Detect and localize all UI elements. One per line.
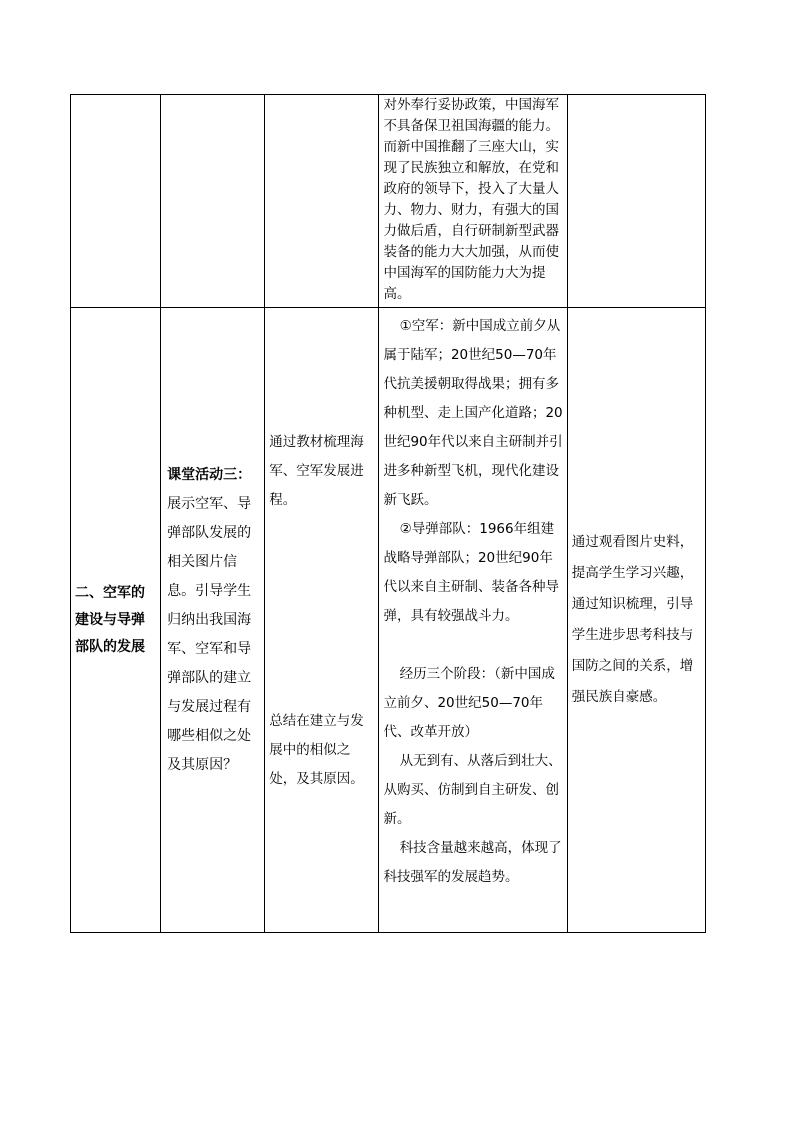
content-text: 对外奉行妥协政策，中国海军不具备保卫祖国海疆的能力。而新中国推翻了三座大山，实现了民族独立和解放，在党和政府的领导下，投入了大量人力、物力、财力，有强大的国力做后盾，自行研制新型武器装备的能力大大加强，从而使中国海军的国防能力大为提高。 xyxy=(383,97,559,302)
purpose-text: 通过观看图片史料，提高学生学习兴趣，通过知识梳理，引导学生进步思考科技与国防之间的关系，增强民族自豪感。 xyxy=(571,534,694,705)
content-paragraph: 从无到有、从落后到壮大、从购买、仿制到自主研发、创新。 xyxy=(383,753,562,827)
student-activity-text: 通过教材梳理海军、空军发展进程。 xyxy=(269,434,364,508)
table-row xyxy=(71,95,706,308)
section-title: 二、空军的建设与导弹部队的发展 xyxy=(75,584,145,655)
purpose-cell xyxy=(567,95,705,308)
student-activity-cell xyxy=(265,308,379,933)
content-paragraph: 经历三个阶段：（新中国成立前夕、20世纪50—70年代、改革开放） xyxy=(383,666,555,740)
student-activity-text: 总结在建立与发展中的相似之处，及其原因。 xyxy=(269,713,364,787)
student-activity-cell xyxy=(265,95,379,308)
purpose-cell xyxy=(567,308,705,933)
content-paragraph: 科技含量越来越高，体现了科技强军的发展趋势。 xyxy=(383,840,562,885)
section-cell xyxy=(71,95,161,308)
activity-cell xyxy=(161,95,265,308)
section-cell xyxy=(71,308,161,933)
content-paragraph: ②导弹部队：1966年组建战略导弹部队；20世纪90年代以来自主研制、装备各种导弹，具有较强战斗力。 xyxy=(383,521,559,624)
activity-cell xyxy=(161,308,265,933)
activity-body: 展示空军、导弹部队发展的相关图片信息。引导学生归纳出我国海军、空军和导弹部队的建立与发展过程有哪些相似之处及其原因？ xyxy=(167,495,252,773)
content-paragraph: ①空军：新中国成立前夕从属于陆军；20世纪50—70年代抗美援朝取得战果；拥有多种机型、走上国产化道路；20世纪90年代以来自主研制并引进多种新型飞机，现代化建设新飞跃。 xyxy=(383,318,563,508)
table-row xyxy=(71,308,706,933)
content-cell xyxy=(379,308,567,933)
content-cell xyxy=(379,95,567,308)
activity-title: 课堂活动三： xyxy=(167,466,252,483)
lesson-plan-table xyxy=(70,94,706,933)
